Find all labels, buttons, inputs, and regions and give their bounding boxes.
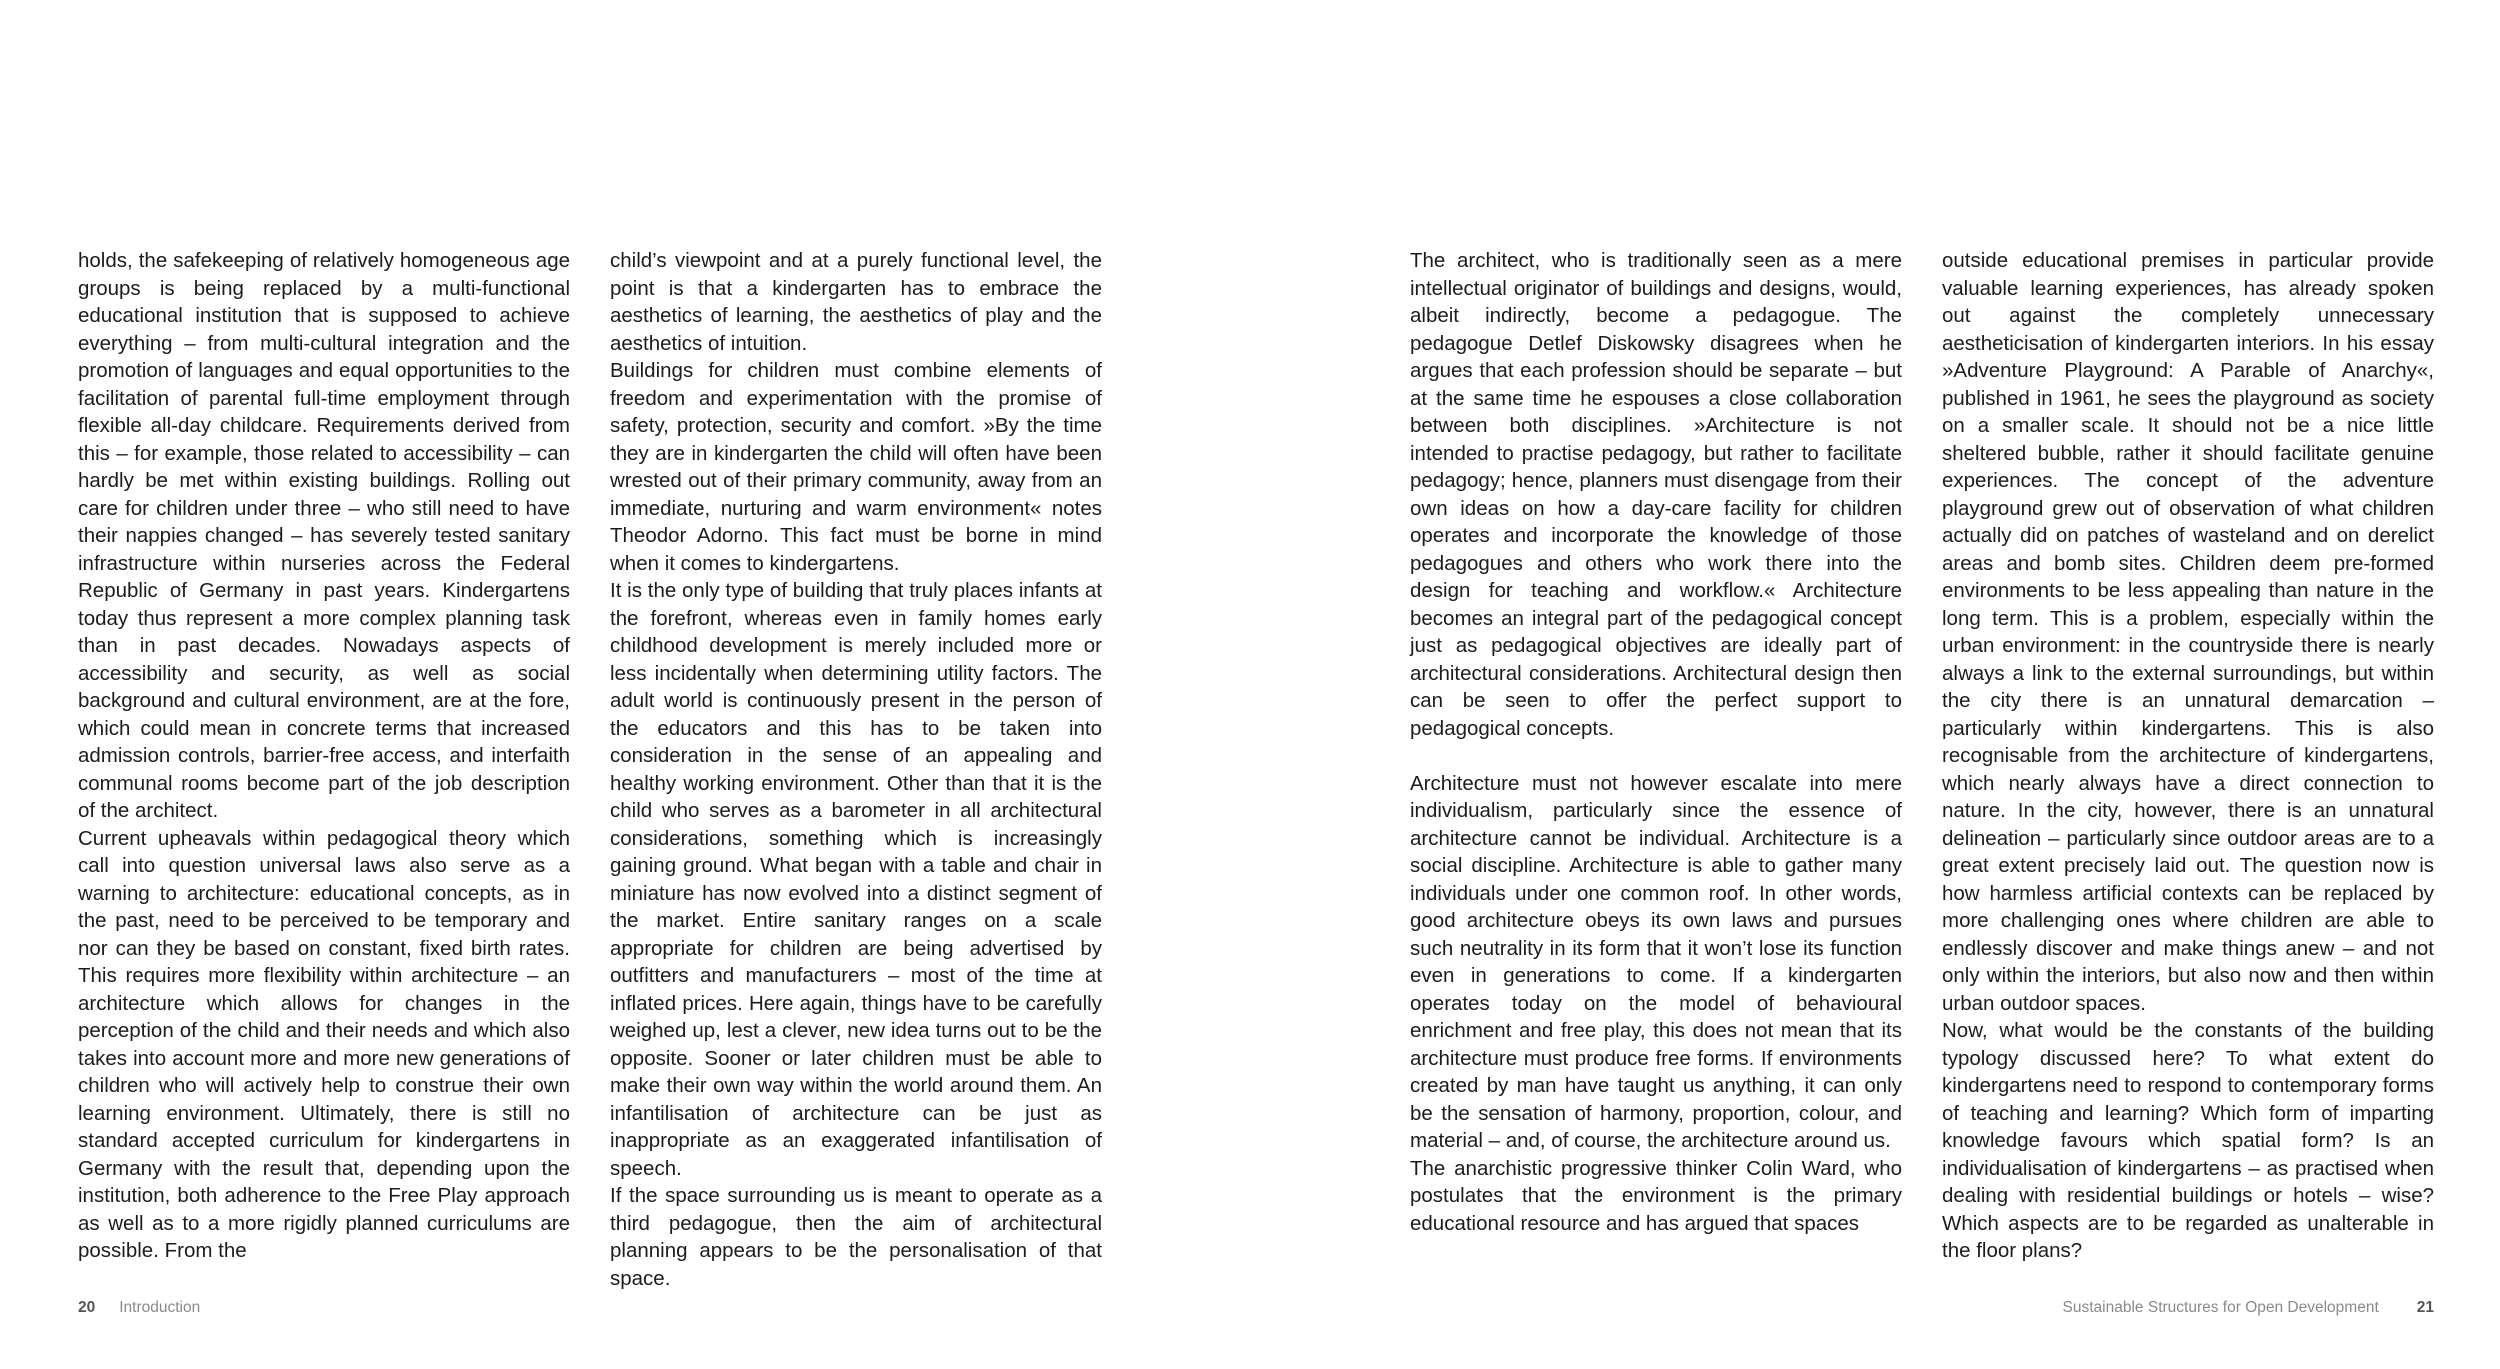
paragraph: child’s viewpoint and at a purely functional level, the point is that a kindergarten has to embrace the aesthetics of learning, the aesthetics of play and the aesthetics of intuition. xyxy=(610,249,1102,355)
right-page-column-1 xyxy=(1410,247,1902,1277)
paragraph: Current upheavals within pedagogical theory which call into question universal laws also serve as a warning to architecture: educational concepts, as in the past, need to be perceived to be temporary and nor can they be based on constant, fixed birth rates. This requires more flexibility within architecture – an architecture which allows for changes in the perception of the child and their needs and which also takes into account more and more new generations of children who will actively help to construe their own learning environment. Ultimately, there is still no standard accepted curriculum for kindergartens in Germany with the result that, depending upon the institution, both adherence to the Free Play approach as well as to a more rigidly planned curriculums are possible. From the xyxy=(78,826,570,1262)
paragraph: outside educational premises in particular provide valuable learning experiences, has already spoken out against the completely unnecessary aestheticisation of kindergarten interiors. In his essay »Adventure Playground: A Parable of Anarchy«, published in 1961, he sees the playground as society on a smaller scale. It should not be a nice little sheltered bubble, rather it should facilitate genuine experiences. The concept of the adventure playground grew out of observation of what children actually did on patches of wasteland and on derelict areas and bomb sites. Children deem pre-formed environments to be less appealing than nature in the long term. This is a problem, especially within the urban environment: in the countryside there is nearly always a link to the external surroundings, but within the city there is an unnatural demarcation – particularly within kindergartens. This is also recognisable from the architecture of kindergartens, which nearly always have a direct connection to nature. In the city, however, there is an unnatural delineation – particularly since outdoor areas are to a great extent precisely laid out. The question now is how harmless artificial contexts can be replaced by more challenging ones where children are able to endlessly discover and make things anew – and not only within the interiors, but also now and then within urban outdoor spaces. xyxy=(1942,249,2434,1015)
right-footer xyxy=(2063,1298,2434,1318)
paragraph: The anarchistic progressive thinker Colin Ward, who postulates that the environment is the primary educational resource and has argued that spaces xyxy=(1410,1156,1902,1235)
paragraph: It is the only type of building that truly places infants at the forefront, whereas even in family homes early childhood development is merely included more or less incidentally when determining utility factors. The adult world is continuously present in the person of the educators and this has to be taken into consideration in the sense of an appealing and healthy working environment. Other than that it is the child who serves as a barometer in all architectural considerations, something which is increasingly gaining ground. What began with a table and chair in miniature has now evolved into a distinct segment of the market. Entire sanitary ranges on a scale appropriate for children are being advertised by outfitters and manufacturers – most of the time at inflated prices. Here again, things have to be carefully weighed up, lest a clever, new idea turns out to be the opposite. Sooner or later children must be able to make their own way within the world around them. An infantilisation of architecture can be just as inappropriate as an exaggerated infantilisation of speech. xyxy=(610,579,1102,1180)
running-head: Introduction xyxy=(119,1299,201,1316)
right-page-column-2 xyxy=(1942,247,2434,1277)
left-page-column-1 xyxy=(78,247,570,1277)
page-number: 20 xyxy=(78,1299,96,1316)
paragraph: If the space surrounding us is meant to operate as a third pedagogue, then the aim of architectural planning appears to be the personalisation of that space. xyxy=(610,1184,1102,1290)
left-page-column-2 xyxy=(610,247,1102,1290)
running-head: Sustainable Structures for Open Development xyxy=(2062,1299,2379,1316)
left-footer xyxy=(78,1298,200,1318)
paragraph: Buildings for children must combine elements of freedom and experimentation with the promise of safety, protection, security and comfort. »By the time they are in kindergarten the child will often have been wrested out of their primary community, away from an immediate, nurturing and warm environment« notes Theodor Adorno. This fact must be borne in mind when it comes to kindergartens. xyxy=(610,359,1102,575)
paragraph: The architect, who is traditionally seen as a mere intellectual originator of buildings and designs, would, albeit indirectly, become a pedagogue. The pedagogue Detlef Diskowsky disagrees when he argues that each profession should be separate – but at the same time he espouses a close collaboration between both disciplines. »Architecture is not intended to practise pedagogy, but rather to facilitate pedagogy; hence, planners must disengage from their own ideas on how a day-care facility for children operates and incorporate the knowledge of those pedagogues and others who work there into the design for teaching and workflow.« Architecture becomes an integral part of the pedagogical concept just as pedagogical objectives are ideally part of architectural considerations. Architectural design then can be seen to offer the perfect support to pedagogical concepts. xyxy=(1410,249,1902,740)
paragraph: holds, the safekeeping of relatively homogeneous age groups is being replaced by a multi-functional educational institution that is supposed to achieve everything – from multi-cultural integration and the promotion of languages and equal opportunities to the facilitation of parental full-time employment through flexible all-day childcare. Requirements derived from this – for example, those related to accessibility – can hardly be met within existing buildings. Rolling out care for children under three – who still need to have their nappies changed – has severely tested sanitary infrastructure within nurseries across the Federal Republic of Germany in past years. Kindergartens today thus represent a more complex planning task than in past decades. Nowadays aspects of accessibility and security, as well as social background and cultural environment, are at the fore, which could mean in concrete terms that increased admission controls, barrier-free access, and interfaith communal rooms become part of the job description of the architect. xyxy=(78,249,570,822)
paragraph: Architecture must not however escalate into mere individualism, particularly since the essence of architecture cannot be individual. Architecture is a social discipline. Architecture is able to gather many individuals under one common roof. In other words, good architecture obeys its own laws and pursues such neutrality in its form that it won’t lose its function even in generations to come. If a kindergarten operates today on the model of behavioural enrichment and free play, this does not mean that its architecture must produce free forms. If environments created by man have taught us anything, it can only be the sensation of harmony, proportion, colour, and material – and, of course, the architecture around us. xyxy=(1410,771,1902,1152)
paragraph: Now, what would be the constants of the building typology discussed here? To what extent do kindergartens need to respond to contemporary forms of teaching and learning? Which form of imparting knowledge favours which spatial form? Is an individualisation of kindergartens – as practised when dealing with residential buildings or hotels – wise? Which aspects are to be regarded as unalterable in the floor plans? xyxy=(1942,1019,2434,1262)
page-number: 21 xyxy=(2416,1299,2434,1316)
